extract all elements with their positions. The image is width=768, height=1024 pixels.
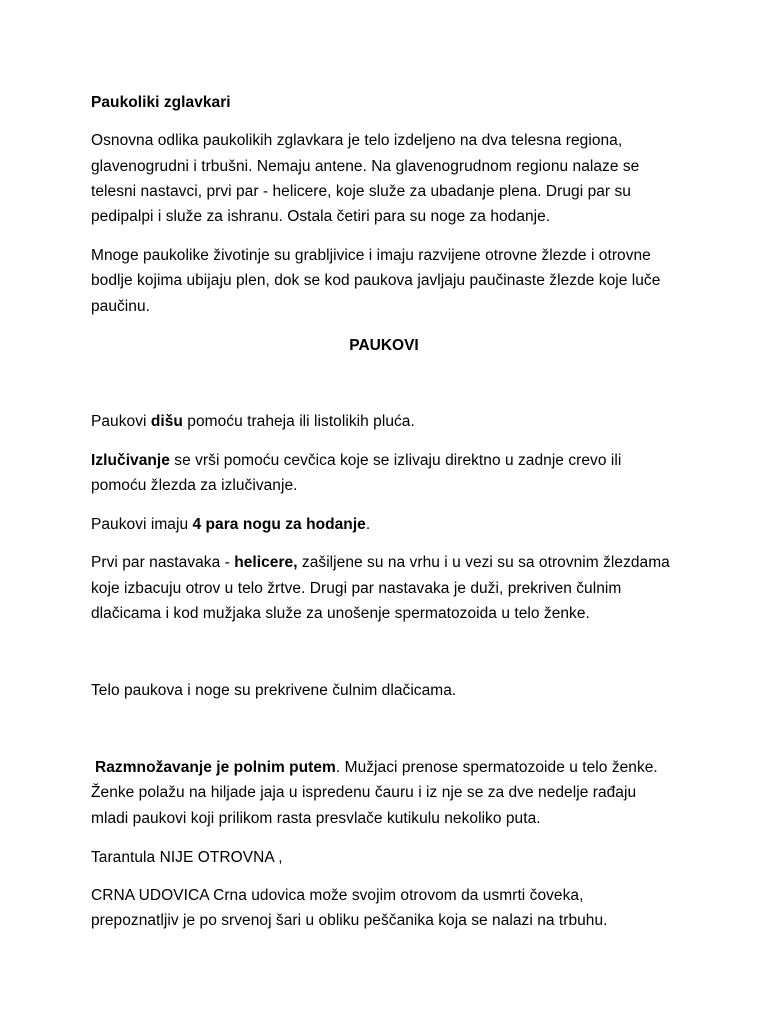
text-span: pomoću traheja ili listolikih pluća. (182, 413, 415, 430)
paragraph-6-line-2: koje izbacuju otrov u telo žrtve. Drugi par nastavaka je duži, prekriven čulnim (91, 580, 622, 597)
paragraph-1-line-2: glavenogrudni i trbušni. Nemaju antene. Na glavenogrudnom regionu nalaze se (91, 158, 640, 175)
paragraph-3 (91, 412, 415, 432)
text-span: zašiljene su na vrhu i u vezi su sa otrovnim žlezdama (297, 554, 670, 571)
paragraph-4-line-2: pomoću žlezda za izlučivanje. (91, 477, 298, 494)
paragraph-9: Tarantula NIJE OTROVNA , (91, 849, 283, 866)
paragraph-10-line-2: prepoznatljiv je po srvenoj šari u obliku peščanika koja se nalazi na trbuhu. (91, 912, 608, 929)
paragraph-4-line-1 (91, 451, 621, 471)
paragraph-6-line-3: dlačicama i kod mužjaka služe za unošenje spermatozoida u telo ženke. (91, 605, 590, 622)
bold-term: Izlučivanje (91, 452, 170, 469)
paragraph-2-line-3: paučinu. (91, 298, 151, 315)
bold-term: dišu (150, 413, 183, 430)
paragraph-1-line-3: telesni nastavci, prvi par - helicere, koje služe za ubadanje plena. Drugi par su (91, 183, 631, 200)
paragraph-10-line-1: CRNA UDOVICA Crna udovica može svojim otrovom da usmrti čoveka, (91, 887, 584, 904)
paragraph-7: Telo paukova i noge su prekrivene čulnim dlačicama. (91, 682, 457, 699)
paragraph-6-line-1 (91, 553, 670, 573)
text-span: . (365, 516, 371, 533)
bold-term: 4 para nogu za hodanje (192, 516, 366, 533)
text-span: Prvi par nastavaka - (91, 554, 235, 571)
document-title: Paukoliki zglavkari (91, 94, 231, 111)
text-span: Paukovi imaju (91, 516, 193, 533)
paragraph-8-line-2: Ženke polažu na hiljade jaja u ispredenu čauru i iz nje se za dve nedelje rađaju (91, 784, 637, 801)
text-span: se vrši pomoću cevčica koje se izlivaju direktno u zadnje crevo ili (169, 452, 622, 469)
paragraph-2-line-1: Mnoge paukolike životinje su grabljivice i imaju razvijene otrovne žlezde i otrovne (91, 247, 651, 264)
text-span: . Mužjaci prenose spermatozoide u telo ženke. (335, 759, 658, 776)
bold-term: helicere, (234, 554, 298, 571)
paragraph-1-line-1: Osnovna odlika paukolikih zglavkara je telo izdeljeno na dva telesna regiona, (91, 132, 623, 149)
paragraph-5 (91, 515, 370, 535)
paragraph-1-line-4: pedipalpi i služe za ishranu. Ostala četiri para su noge za hodanje. (91, 208, 551, 225)
paragraph-2-line-2: bodlje kojima ubijaju plen, dok se kod paukova javljaju paučinaste žlezde koje luče (91, 272, 661, 289)
text-span: Paukovi (91, 413, 151, 430)
paragraph-8-line-3: mladi paukovi koji prilikom rasta presvlače kutikulu nekoliko puta. (91, 810, 541, 827)
section-title: PAUKOVI (349, 337, 419, 354)
bold-term: Razmnožavanje je polnim putem (95, 759, 336, 776)
paragraph-8-line-1 (95, 758, 658, 778)
